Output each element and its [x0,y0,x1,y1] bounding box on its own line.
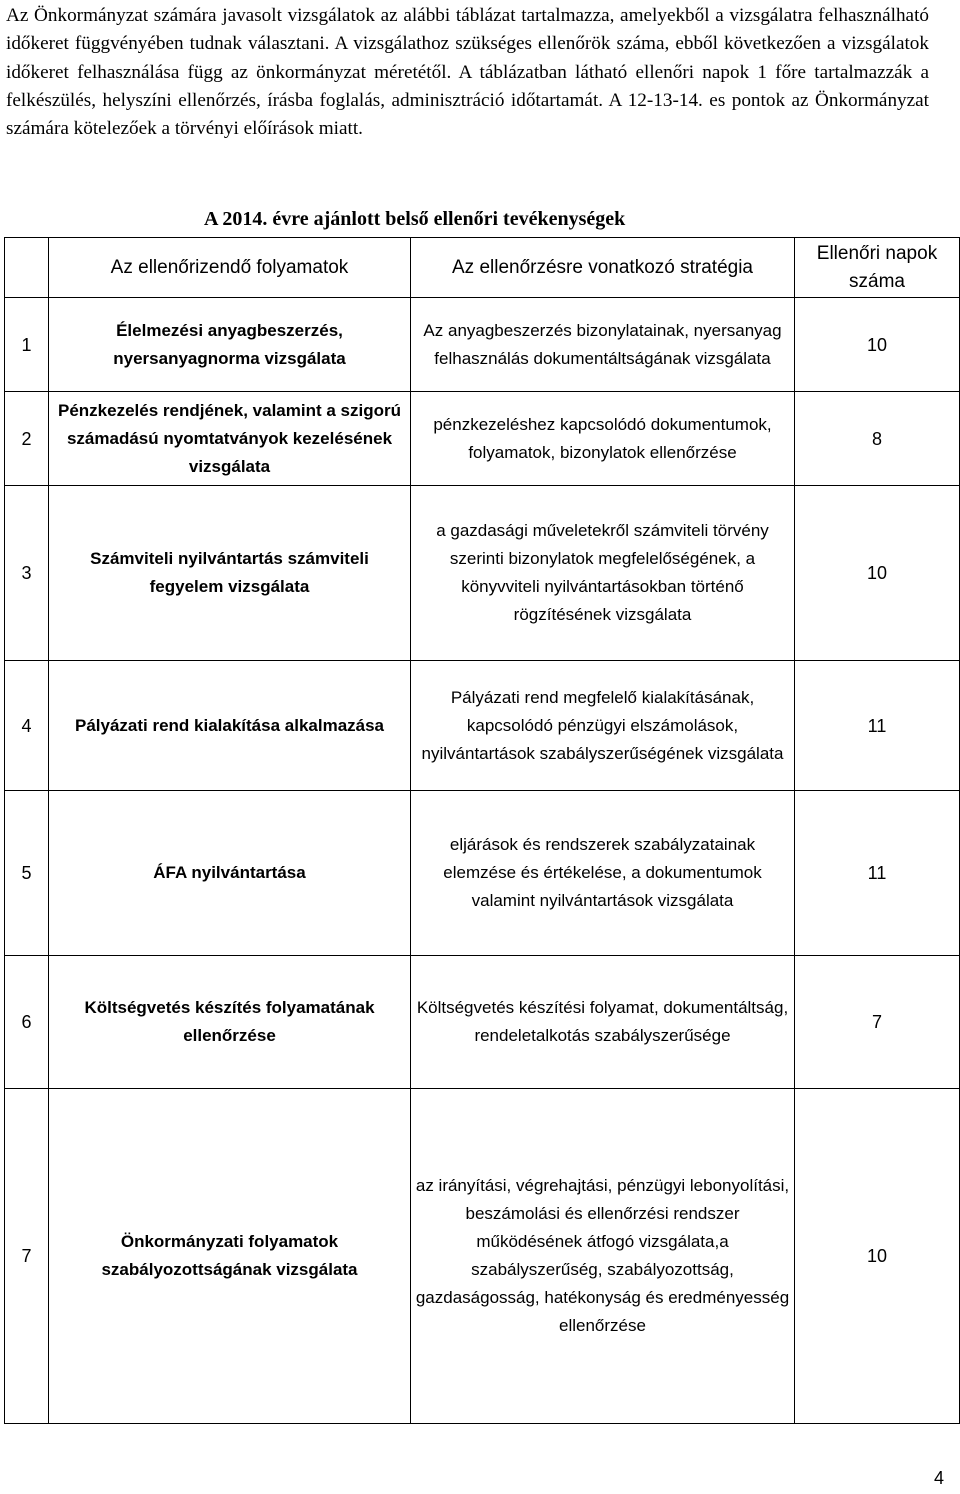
row-days: 11 [795,661,960,791]
row-number: 2 [5,392,49,486]
table-row [5,1089,960,1424]
header-strategy: Az ellenőrzésre vonatkozó stratégia [411,238,795,298]
table-title: A 2014. évre ajánlott belső ellenőri tevékenységek [204,208,626,230]
header-days: Ellenőri napok száma [795,238,960,298]
row-days: 10 [795,298,960,392]
row-number: 6 [5,956,49,1089]
row-process: Pénzkezelés rendjének, valamint a szigorú számadású nyomtatványok kezelésének vizsgálata [49,392,411,486]
header-process: Az ellenőrizendő folyamatok [49,238,411,298]
row-process: Élelmezési anyagbeszerzés, nyersanyagnorma vizsgálata [49,298,411,392]
row-strategy: eljárások és rendszerek szabályzatainak elemzése és értékelése, a dokumentumok valamint nyilvántartások vizsgálata [411,791,795,956]
row-process: ÁFA nyilvántartása [49,791,411,956]
row-process: Költségvetés készítés folyamatának ellenőrzése [49,956,411,1089]
row-strategy: Költségvetés készítési folyamat, dokumentáltság, rendeletalkotás szabályszerűsége [411,956,795,1089]
header-index [5,238,49,298]
table-row [5,791,960,956]
row-days: 11 [795,791,960,956]
table-row [5,486,960,661]
page-number: 4 [934,1468,945,1488]
table-header-row [5,238,960,298]
table-row [5,956,960,1089]
row-number: 4 [5,661,49,791]
table-row [5,661,960,791]
row-number: 1 [5,298,49,392]
row-process: Önkormányzati folyamatok szabályozottságának vizsgálata [49,1089,411,1424]
row-days: 7 [795,956,960,1089]
row-strategy: Az anyagbeszerzés bizonylatainak, nyersanyag felhasználás dokumentáltságának vizsgálata [411,298,795,392]
row-strategy: a gazdasági műveletekről számviteli törvény szerinti bizonylatok megfelelőségének, a könyvviteli nyilvántartásokban történő rögzítésének vizsgálata [411,486,795,661]
row-number: 3 [5,486,49,661]
row-days: 10 [795,1089,960,1424]
row-process: Pályázati rend kialakítása alkalmazása [49,661,411,791]
row-strategy: Pályázati rend megfelelő kialakításának, kapcsolódó pénzügyi elszámolások, nyilvántartások szabályszerűségének vizsgálata [411,661,795,791]
table-row [5,392,960,486]
row-strategy: pénzkezeléshez kapcsolódó dokumentumok, folyamatok, bizonylatok ellenőrzése [411,392,795,486]
row-strategy: az irányítási, végrehajtási, pénzügyi lebonyolítási, beszámolási és ellenőrzési rendszer működésének átfogó vizsgálata,a szabályszerűség, szabályozottság, gazdaságosság, hatékonyság és eredményesség ellenőrzése [411,1089,795,1424]
audit-activities-table [4,237,960,1424]
table-row [5,298,960,392]
row-process: Számviteli nyilvántartás számviteli fegyelem vizsgálata [49,486,411,661]
row-days: 8 [795,392,960,486]
row-number: 5 [5,791,49,956]
row-days: 10 [795,486,960,661]
intro-paragraph: Az Önkormányzat számára javasolt vizsgálatok az alábbi táblázat tartalmazza, amelyekből a vizsgálatra felhasználható időkeret függvényében tudnak választani. A vizsgálathoz szükséges ellenőrök száma, ebből következően a vizsgálatok időkeret felhasználása függ az önkormányzat méretétől. A táblázatban látható ellenőri napok 1 főre tartalmazzák a felkészülés, helyszíni ellenőrzés, írásba foglalás, adminisztráció időtartamát. A 12-13-14. es pontok az Önkormányzat számára kötelezőek a törvényi előírások miatt. [6,5,929,140]
row-number: 7 [5,1089,49,1424]
